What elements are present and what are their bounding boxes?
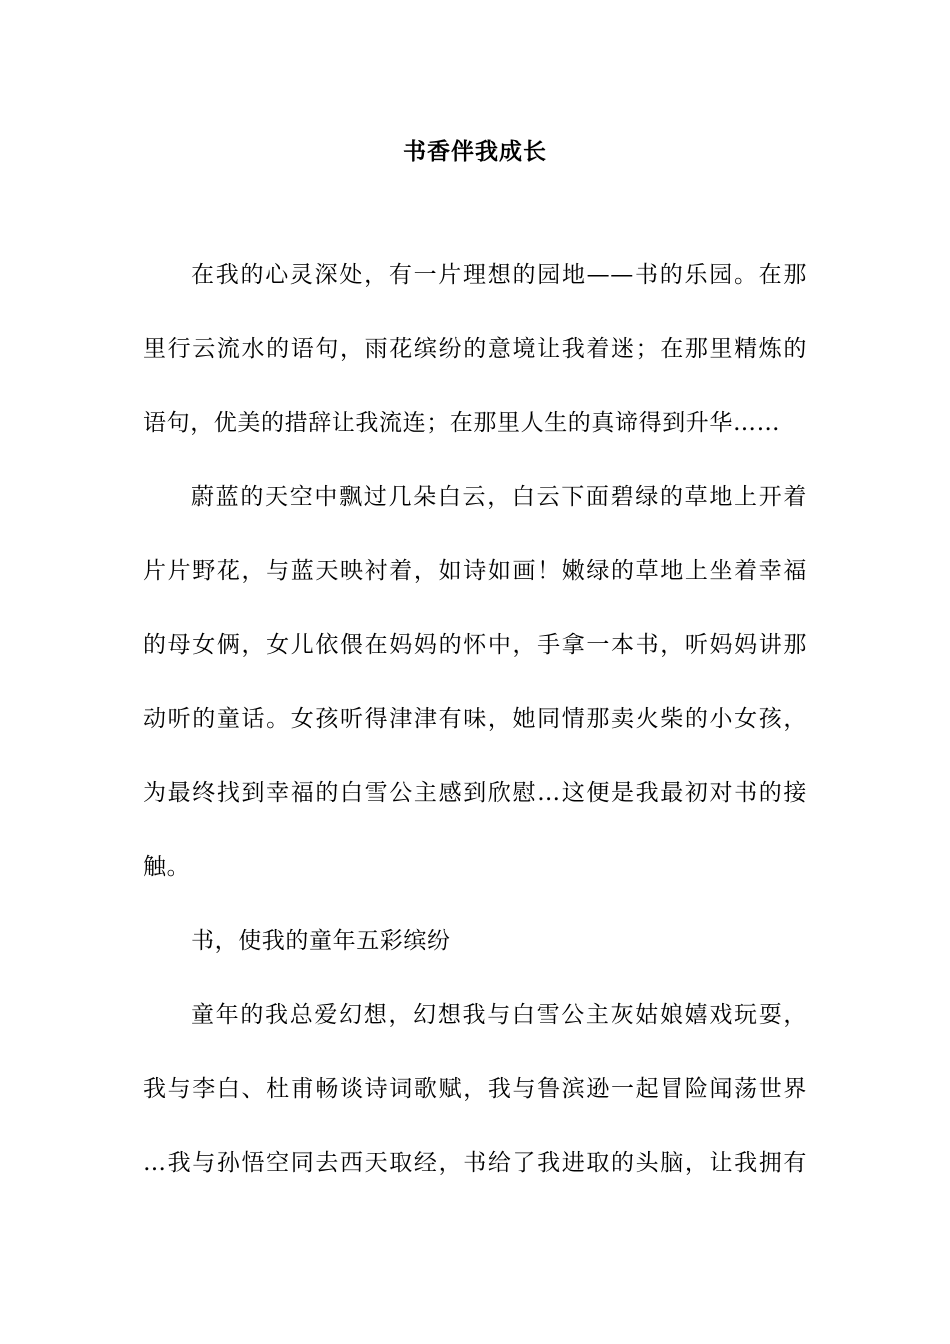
text-line: 动听的童话。女孩听得津津有味，她同情那卖火柴的小女孩，: [143, 706, 807, 732]
text-line: 语句，优美的措辞让我流连；在那里人生的真谛得到升华……: [143, 410, 781, 436]
section-heading: 书，使我的童年五彩缤纷: [191, 928, 451, 954]
text-line: 片片野花，与蓝天映衬着，如诗如画！嫩绿的草地上坐着幸福: [143, 558, 807, 584]
document-title: 书香伴我成长: [403, 138, 547, 165]
text-line: 蔚蓝的天空中飘过几朵白云，白云下面碧绿的草地上开着: [191, 484, 807, 510]
text-line: 在我的心灵深处，有一片理想的园地——书的乐园。在那: [191, 262, 807, 288]
text-line: 童年的我总爱幻想，幻想我与白雪公主灰姑娘嬉戏玩耍，: [191, 1002, 807, 1028]
text-line: 的母女俩，女儿依偎在妈妈的怀中，手拿一本书，听妈妈讲那: [143, 632, 807, 658]
text-line: …我与孙悟空同去西天取经，书给了我进取的头脑，让我拥有: [143, 1150, 807, 1176]
text-line: 我与李白、杜甫畅谈诗词歌赋，我与鲁滨逊一起冒险闻荡世界: [143, 1076, 807, 1102]
document-body: [143, 255, 807, 1217]
text-line: 触。: [143, 854, 191, 880]
text-line: 里行云流水的语句，雨花缤纷的意境让我着迷；在那里精炼的: [143, 336, 807, 362]
text-line: 为最终找到幸福的白雪公主感到欣慰…这便是我最初对书的接: [143, 780, 807, 806]
